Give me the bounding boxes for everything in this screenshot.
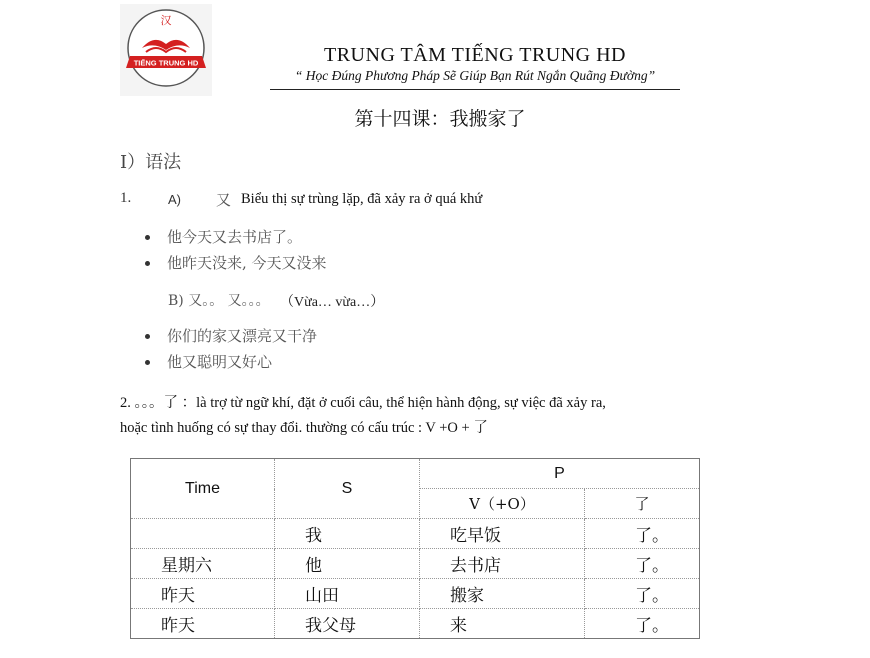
example-3: 你们的家又漂亮又干净	[167, 327, 318, 345]
section-title: I）语法	[120, 152, 182, 173]
bullet-icon	[145, 360, 150, 365]
point2-line2: hoặc tình huống có sự thay đổi. thường có cấu trúc : V +O + 了	[120, 420, 488, 436]
bullet-icon	[145, 261, 150, 266]
example-1: 他今天又去书店了。	[167, 228, 303, 246]
cell-s: 他	[275, 549, 420, 579]
cell-le: 了。	[585, 549, 700, 579]
svg-text:TIẾNG TRUNG HD: TIẾNG TRUNG HD	[133, 58, 199, 68]
point1-a-desc: Biểu thị sự trùng lặp, đã xảy ra ở quá khứ	[241, 191, 483, 207]
point1-b-desc: （Vừa… vừa…）	[280, 295, 385, 310]
cell-s: 我	[275, 519, 420, 549]
grammar-table	[130, 458, 700, 639]
bullet-icon	[145, 235, 150, 240]
header-divider	[270, 89, 680, 90]
table-row	[131, 579, 700, 609]
point1-b-label: B) 又。。 又。。。	[168, 293, 270, 309]
header-p: P	[420, 459, 700, 489]
cell-s: 我父母	[275, 609, 420, 639]
point1-a-char: 又	[216, 191, 232, 209]
header-time: Time	[131, 459, 275, 519]
cell-vo: 吃早饭	[420, 519, 585, 549]
lesson-title: 第十四课：我搬家了	[354, 108, 526, 130]
cell-le: 了。	[585, 609, 700, 639]
center-title: TRUNG TÂM TIẾNG TRUNG HD	[324, 44, 626, 66]
header-vo: V（+O）	[420, 489, 585, 519]
cell-time: 昨天	[131, 609, 275, 639]
cell-le: 了。	[585, 579, 700, 609]
cell-le: 了。	[585, 519, 700, 549]
point2-line1: 2. 。。。了 ：là trợ từ ngữ khí, đặt ở cuối câu, thể hiện hành động, sự việc đã xảy ra,	[120, 395, 606, 411]
cell-s: 山田	[275, 579, 420, 609]
table-row	[131, 609, 700, 639]
table-row	[131, 549, 700, 579]
slogan: “ Học Đúng Phương Pháp Sẽ Giúp Bạn Rút Ngắn Quãng Đường”	[294, 68, 656, 83]
header-s: S	[275, 459, 420, 519]
table-row	[131, 519, 700, 549]
logo-top-char: 汉	[160, 14, 172, 27]
point1-number: 1.	[120, 190, 132, 206]
point1-a-label: A)	[168, 192, 181, 207]
cell-time: 昨天	[131, 579, 275, 609]
cell-vo: 去书店	[420, 549, 585, 579]
cell-vo: 搬家	[420, 579, 585, 609]
header-le: 了	[585, 489, 700, 519]
center-logo	[120, 4, 212, 96]
bullet-icon	[145, 334, 150, 339]
cell-vo: 来	[420, 609, 585, 639]
cell-time	[131, 519, 275, 549]
cell-time: 星期六	[131, 549, 275, 579]
example-4: 他又聪明又好心	[167, 353, 273, 371]
example-2: 他昨天没来, 今天又没来	[167, 254, 327, 272]
